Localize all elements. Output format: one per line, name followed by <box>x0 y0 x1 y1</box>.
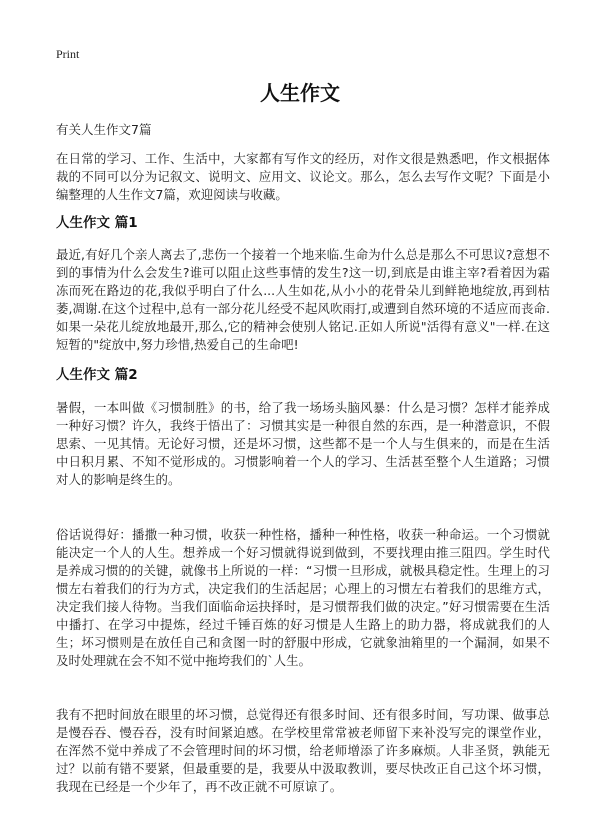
section-heading-1: 人生作文 篇1 <box>56 215 138 231</box>
section-2-paragraph-1: 暑假，一本叫做《习惯制胜》的书，给了我一场场头脑风暴：什么是习惯？怎样才能养成一种好习惯？许久，我终于悟出了：习惯其实是一种很自然的东西，是一种潜意识，不假思索、一见其情。无论好习惯，还是坏习惯，这些都不是一个人与生俱来的，而是在生活中日积月累、不知不觉形成的。习惯影响着一个人的学习、生活甚至整个人生道路；习惯对人的影响是终生的。 <box>56 400 550 487</box>
section-2-paragraph-2: 俗话说得好：播撒一种习惯，收获一种性格，播种一种性格，收获一种命运。一个习惯就能决定一个人的人生。想养成一个好习惯就得说到做到，不要找理由推三阻四。学生时代是养成习惯的的关键，就像书上所说的一样：“习惯一旦形成，就极具稳定性。生理上的习惯左右着我们的行为方式，决定我们的生活起居；心理上的习惯左右着我们的思维方式，决定我们接人待物。当我们面临命运抉择时，是习惯帮我们做的决定。”好习惯需要在生活中播打、在学习中提炼，经过千锤百炼的好习惯是人生路上的助力器，将成就我们的人生；坏习惯则是在放任自己和贪图一时的舒服中形成，它就象油箱里的一个漏洞，如果不及时处理就在会不知不觉中拖垮我们的`人生。 <box>56 527 550 668</box>
page-title: 人生作文 <box>260 81 340 105</box>
section-1-paragraph-1: 最近,有好几个亲人离去了,悲伤一个接着一个地来临.生命为什么总是那么不可思议?意想不到的事情为什么会发生?谁可以阻止这些事情的发生?这一切,到底是由谁主宰?看着因为霜冻而死在路边的花,我似乎明白了什么...人生如花,从小小的花骨朵儿到鲜艳地绽放,再到枯萎,凋谢.在这个过程中,总有一部分花儿经受不起风吹雨打,或遭到自然环境的不适应而丧命.如果一朵花儿绽放地最开,那么,它的精神会使别人铭记.正如人所说"活得有意义"一样.在这短暂的"绽放中,努力珍惜,热爱自己的生命吧! <box>56 247 550 352</box>
intro-paragraph: 在日常的学习、工作、生活中，大家都有写作文的经历，对作文很是熟悉吧，作文根据体裁的不同可以分为记叙文、说明文、应用文、议论文。那么，怎么去写作文呢？下面是小编整理的人生作文7篇，欢迎阅读与收藏。 <box>56 151 550 202</box>
section-heading-2: 人生作文 篇2 <box>56 367 138 383</box>
section-2-paragraph-3: 我有不把时间放在眼里的坏习惯，总觉得还有很多时间、还有很多时间，写功课、做事总是慢吞吞、慢吞吞，没有时间紧迫感。在学校里常常被老师留下来补没写完的课堂作业，在浑然不觉中养成了不会管理时间的坏习惯，给老师增添了许多麻烦。人非圣贤，孰能无过？以前有错不要紧，但最重要的是，我要从中汲取教训，要尽快改正自己这个坏习惯，我现在已经是一个少年了，再不改正就不可原谅了。 <box>56 707 550 794</box>
article-subtitle: 有关人生作文7篇 <box>56 122 152 137</box>
print-label[interactable]: Print <box>56 47 80 61</box>
